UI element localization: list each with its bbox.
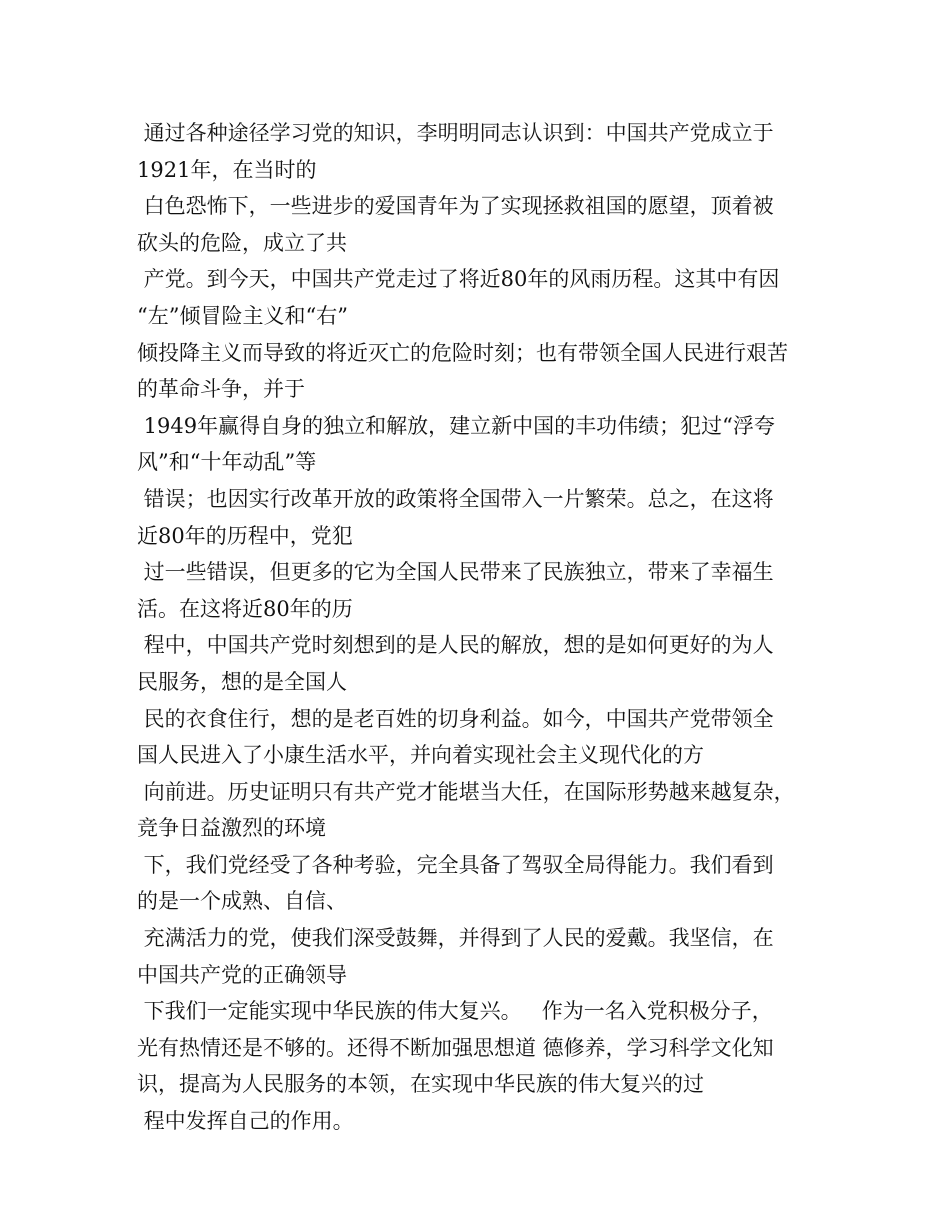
text-line: 通过各种途径学习党的知识，李明明同志认识到：中国共产党成立于 bbox=[137, 121, 774, 145]
text-line: “左”倾冒险主义和“右” bbox=[137, 303, 348, 328]
text-line: 白色恐怖下，一些进步的爱国青年为了实现拯救祖国的愿望，顶着被 bbox=[137, 194, 774, 219]
text-line: 充满活力的党，使我们深受鼓舞，并得到了人民的爱戴。我坚信，在 bbox=[137, 926, 774, 951]
text-line: 产党。到今天，中国共产党走过了将近80年的风雨历程。这其中有因 bbox=[137, 267, 780, 292]
text-line: 近80年的历程中，党犯 bbox=[137, 523, 353, 548]
text-line: 活。在这将近80年的历 bbox=[137, 596, 353, 621]
text-line: 程中，中国共产党时刻想到的是人民的解放，想的是如何更好的为人 bbox=[137, 633, 774, 658]
text-line: 中国共产党的正确领导 bbox=[137, 962, 347, 987]
body-text bbox=[137, 115, 827, 1140]
text-line: 竞争日益激烈的环境 bbox=[137, 816, 326, 841]
text-line: 错误；也因实行改革开放的政策将全国带入一片繁荣。总之，在这将 bbox=[137, 486, 774, 511]
text-line: 倾投降主义而导致的将近灭亡的危险时刻；也有带领全国人民进行艰苦 bbox=[137, 340, 788, 365]
text-line: 风”和“十年动乱”等 bbox=[137, 450, 317, 475]
text-line: 1949年赢得自身的独立和解放，建立新中国的丰功伟绩；犯过“浮夸 bbox=[137, 413, 775, 438]
text-line: 向前进。历史证明只有共产党才能堪当大任，在国际形势越来越复杂， bbox=[137, 779, 795, 804]
text-line: 砍头的危险，成立了共 bbox=[137, 230, 347, 255]
text-line: 下，我们党经受了各种考验，完全具备了驾驭全局得能力。我们看到 bbox=[137, 852, 774, 877]
text-line: 国人民进入了小康生活水平，并向着实现社会主义现代化的方 bbox=[137, 743, 704, 768]
text-line: 的革命斗争，并于 bbox=[137, 377, 305, 402]
text-line: 识，提高为人民服务的本领，在实现中华民族的伟大复兴的过 bbox=[137, 1072, 704, 1097]
text-line: 下我们一定能实现中华民族的伟大复兴。 作为一名入党积极分子， bbox=[137, 999, 773, 1024]
text-line: 1921年，在当时的 bbox=[137, 157, 317, 182]
text-line: 光有热情还是不够的。还得不断加强思想道 德修养，学习科学文化知 bbox=[137, 1035, 774, 1060]
text-line: 民服务，想的是全国人 bbox=[137, 669, 347, 694]
text-line: 过一些错误，但更多的它为全国人民带来了民族独立，带来了幸福生 bbox=[137, 560, 774, 585]
text-line: 民的衣食住行，想的是老百姓的切身利益。如今，中国共产党带领全 bbox=[137, 706, 774, 731]
text-line: 的是一个成熟、自信、 bbox=[137, 889, 347, 914]
text-line: 程中发挥自己的作用。 bbox=[137, 1109, 354, 1134]
